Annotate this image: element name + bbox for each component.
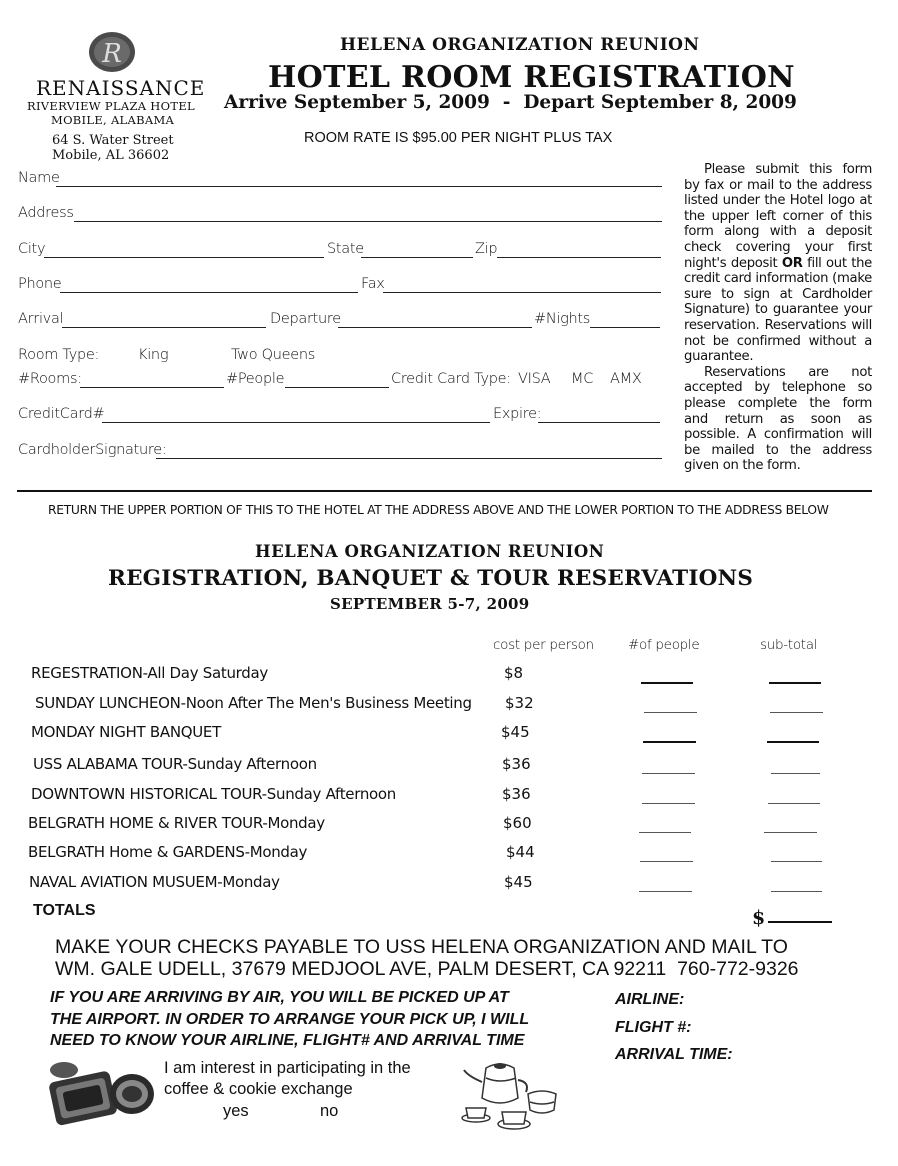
cookie-icon <box>44 1058 156 1128</box>
signature-field[interactable] <box>156 458 662 459</box>
nights-field[interactable] <box>590 327 660 328</box>
name-label: Name <box>18 170 60 186</box>
name-field[interactable] <box>56 186 662 187</box>
state-label: State <box>327 241 364 257</box>
svg-text:R: R <box>102 39 122 69</box>
air-line2: THE AIRPORT. IN ORDER TO ARRANGE YOUR PICK UP, I WILL <box>50 1011 530 1028</box>
people-count-field[interactable] <box>642 773 695 774</box>
phone-field[interactable] <box>60 292 358 293</box>
people-count-field[interactable] <box>640 861 693 862</box>
departure-label: Departure <box>270 311 341 327</box>
subtotal-field[interactable] <box>771 773 820 774</box>
cc-type-label: Credit Card Type: <box>391 371 511 387</box>
item-price: $45 <box>501 723 530 741</box>
signature-label: CardholderSignature: <box>18 442 167 458</box>
totals-label: TOTALS <box>33 902 96 919</box>
nights-label: #Nights <box>534 311 591 327</box>
item-price: $45 <box>504 873 533 891</box>
col-people-header: #of people <box>628 637 700 653</box>
item-label: DOWNTOWN HISTORICAL TOUR-Sunday Afternoon <box>31 785 396 803</box>
col-cost-header: cost per person <box>493 637 594 653</box>
airline-label: AIRLINE: <box>615 991 685 1008</box>
instructions-p1-after: fill out the credit card information (make sure to sign at Cardholder Signature) to guarantee your reservation. Reservations will not be confirmed without a guarantee. <box>684 255 872 365</box>
item-price: $44 <box>506 843 535 861</box>
item-price: $8 <box>504 664 524 682</box>
subtotal-field[interactable] <box>768 803 820 804</box>
item-label: BELGRATH HOME & RIVER TOUR-Monday <box>28 814 325 832</box>
col-subtotal-header: sub-total <box>760 637 818 653</box>
item-price: $32 <box>505 694 534 712</box>
arrival-field[interactable] <box>62 327 266 328</box>
hotel-name: RIVERVIEW PLAZA HOTEL <box>27 99 195 113</box>
people-count-field[interactable] <box>644 712 697 713</box>
item-label: USS ALABAMA TOUR-Sunday Afternoon <box>33 755 317 773</box>
lower-dates: SEPTEMBER 5-7, 2009 <box>330 595 530 613</box>
instructions-or: OR <box>781 255 803 271</box>
payment-line2: WM. GALE UDELL, 37679 MEDJOOL AVE, PALM DESERT, CA 92211 760-772-9326 <box>55 958 799 980</box>
mc-option[interactable]: MC <box>571 371 594 387</box>
org-title: HELENA ORGANIZATION REUNION <box>340 35 700 55</box>
people-count-field[interactable] <box>639 832 691 833</box>
total-field[interactable] <box>768 921 832 923</box>
phone-label: Phone <box>18 276 62 292</box>
subtotal-field[interactable] <box>769 682 821 684</box>
people-count-field[interactable] <box>642 803 695 804</box>
subtotal-field[interactable] <box>771 891 822 892</box>
arrival-time-label: ARRIVAL TIME: <box>615 1046 733 1063</box>
lower-title: REGISTRATION, BANQUET & TOUR RESERVATIONS <box>108 566 754 591</box>
item-label: NAVAL AVIATION MUSUEM-Monday <box>29 873 280 891</box>
two-queens-option[interactable]: Two Queens <box>231 347 315 363</box>
zip-field[interactable] <box>497 257 661 258</box>
address-label: Address <box>18 205 74 221</box>
room-rate: ROOM RATE IS $95.00 PER NIGHT PLUS TAX <box>304 130 613 146</box>
item-label: REGESTRATION-All Day Saturday <box>31 664 268 682</box>
credit-card-label: CreditCard# <box>18 406 105 422</box>
coffee-yes-option[interactable]: yes <box>223 1102 249 1120</box>
amx-option[interactable]: AMX <box>610 371 642 387</box>
city-label: City <box>18 241 46 257</box>
coffee-line2: coffee & cookie exchange <box>164 1080 353 1098</box>
credit-card-field[interactable] <box>102 422 490 423</box>
rooms-field[interactable] <box>80 387 224 388</box>
city-field[interactable] <box>44 257 324 258</box>
coffee-line1: I am interest in participating in the <box>164 1059 411 1077</box>
people-label: #People <box>226 371 285 387</box>
item-label: SUNDAY LUNCHEON-Noon After The Men's Business Meeting <box>35 694 472 712</box>
expire-field[interactable] <box>538 422 660 423</box>
arrive-depart-dates: Arrive September 5, 2009 - Depart September 8, 2009 <box>224 92 797 113</box>
section-divider <box>17 490 872 492</box>
hotel-brand: RENAISSANCE <box>36 76 206 100</box>
item-price: $36 <box>502 785 531 803</box>
hotel-street: 64 S. Water Street <box>52 133 174 148</box>
address-field[interactable] <box>74 221 662 222</box>
people-count-field[interactable] <box>643 741 696 743</box>
hotel-logo-icon <box>88 31 136 73</box>
people-count-field[interactable] <box>639 891 692 892</box>
departure-field[interactable] <box>338 327 532 328</box>
people-field[interactable] <box>285 387 389 388</box>
air-line1: IF YOU ARE ARRIVING BY AIR, YOU WILL BE PICKED UP AT <box>50 989 509 1006</box>
total-dollar-sign: $ <box>752 907 766 929</box>
subtotal-field[interactable] <box>771 861 822 862</box>
coffee-set-icon <box>456 1058 564 1132</box>
instructions-text <box>684 162 872 474</box>
air-line3: NEED TO KNOW YOUR AIRLINE, FLIGHT# AND ARRIVAL TIME <box>50 1032 525 1049</box>
rooms-label: #Rooms: <box>18 371 82 387</box>
item-label: BELGRATH Home & GARDENS-Monday <box>28 843 308 861</box>
instructions-p2: Reservations are not accepted by telephone so please complete the form and return as soon as possible. A confirmation will be mailed to the address given on the form. <box>684 364 872 474</box>
people-count-field[interactable] <box>641 682 693 684</box>
room-type-label: Room Type: <box>18 347 100 363</box>
hotel-city-zip: Mobile, AL 36602 <box>52 148 170 163</box>
hotel-city: MOBILE, ALABAMA <box>51 113 175 127</box>
state-field[interactable] <box>361 257 473 258</box>
subtotal-field[interactable] <box>767 741 819 743</box>
arrival-label: Arrival <box>18 311 64 327</box>
subtotal-field[interactable] <box>764 832 817 833</box>
item-price: $60 <box>503 814 532 832</box>
flight-label: FLIGHT #: <box>615 1019 692 1036</box>
main-title: HOTEL ROOM REGISTRATION <box>268 60 795 95</box>
visa-option[interactable]: VISA <box>518 371 551 387</box>
instructions-p1-before: Please submit this form by fax or mail to the address listed under the Hotel logo at the upper left corner of this form along with a deposit check covering your first night's deposit <box>684 162 872 271</box>
item-price: $36 <box>502 755 531 773</box>
subtotal-field[interactable] <box>770 712 823 713</box>
expire-label: Expire: <box>493 406 542 422</box>
fax-field[interactable] <box>383 292 661 293</box>
payment-line1: MAKE YOUR CHECKS PAYABLE TO USS HELENA ORGANIZATION AND MAIL TO <box>55 936 788 958</box>
king-option[interactable]: King <box>138 347 169 363</box>
zip-label: Zip <box>475 241 498 257</box>
lower-org-title: HELENA ORGANIZATION REUNION <box>255 542 605 561</box>
item-label: MONDAY NIGHT BANQUET <box>31 723 221 741</box>
return-note: RETURN THE UPPER PORTION OF THIS TO THE HOTEL AT THE ADDRESS ABOVE AND THE LOWER PORTION TO THE ADDRESS BELOW <box>48 503 829 517</box>
coffee-no-option[interactable]: no <box>320 1102 339 1120</box>
fax-label: Fax <box>361 276 385 292</box>
